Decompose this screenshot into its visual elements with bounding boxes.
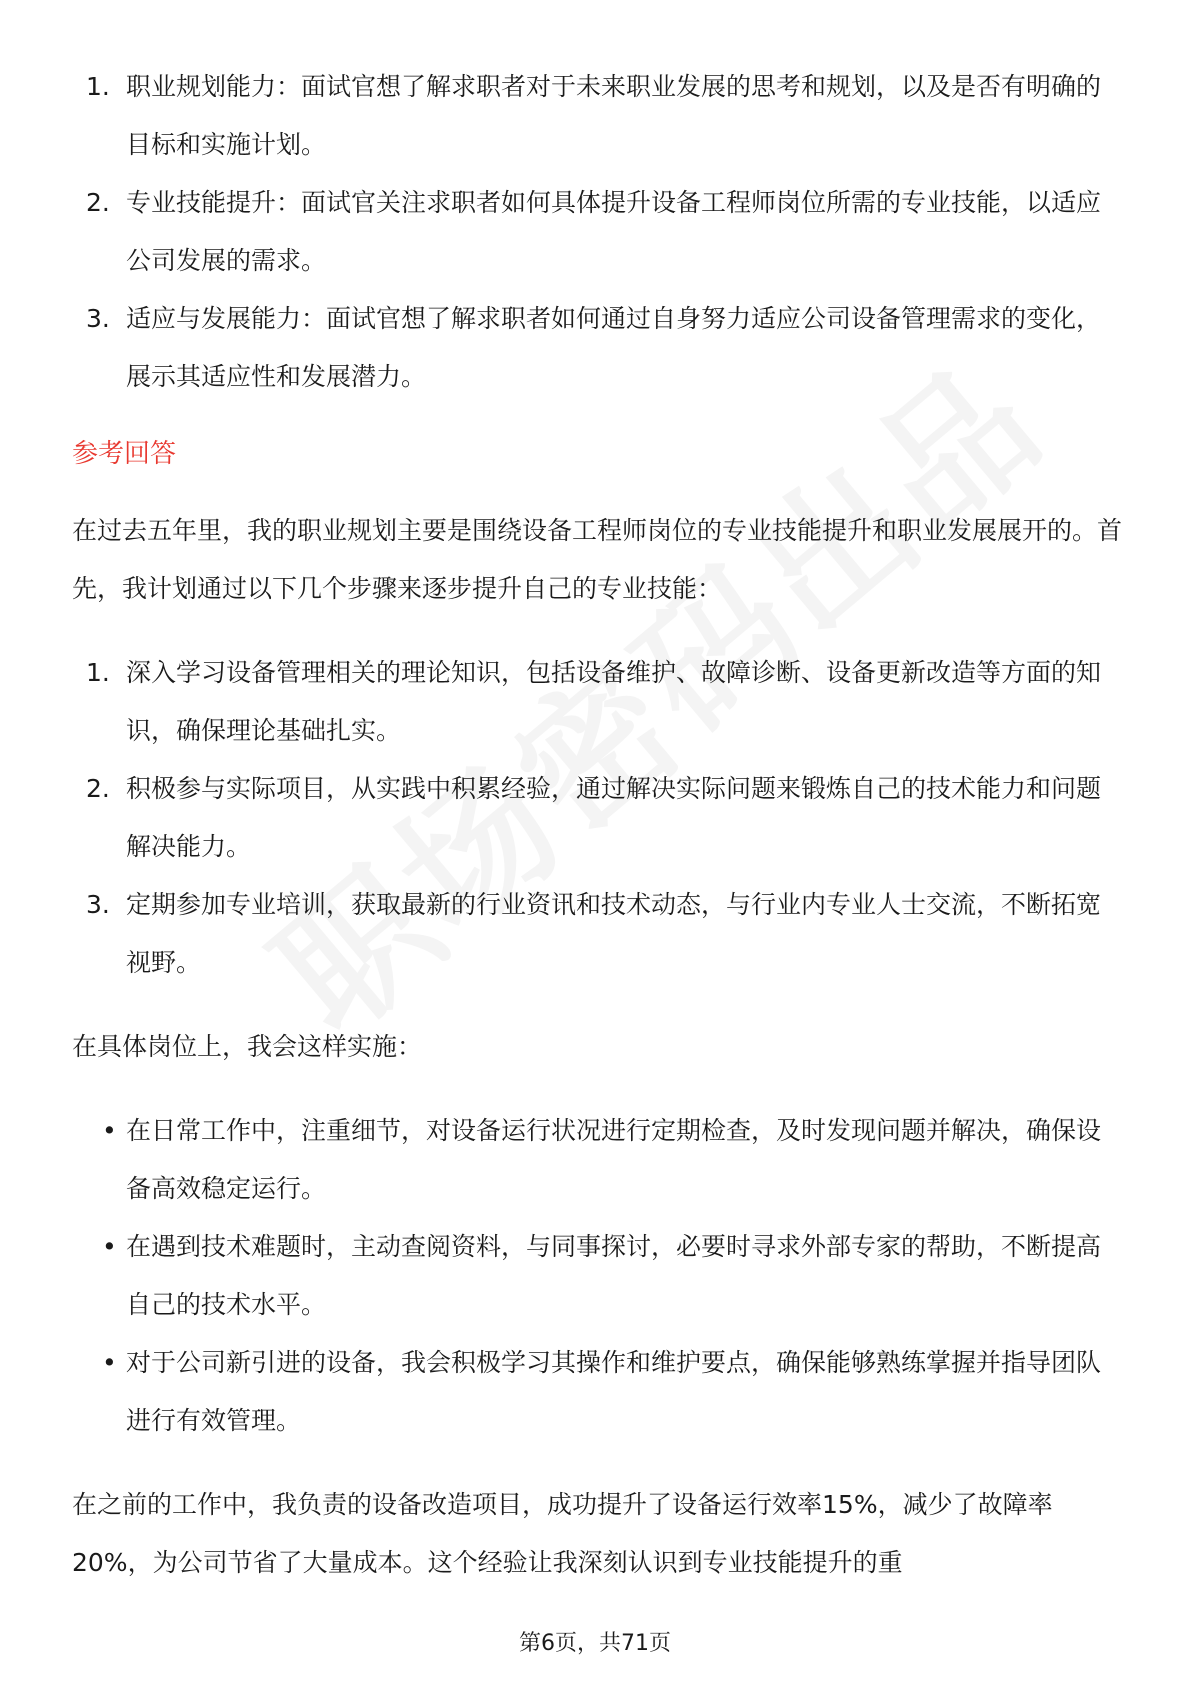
implementation-text: 在日常工作中，注重细节，对设备运行状况进行定期检查，及时发现问题并解决，确保设备高效稳定运行。 (126, 1116, 1102, 1203)
page-footer: 第6页，共71页 (519, 1631, 671, 1656)
focus-points-list (72, 58, 1122, 406)
step-text: 定期参加专业培训，获取最新的行业资讯和技术动态，与行业内专业人士交流，不断拓宽视野。 (126, 890, 1102, 977)
list-item (72, 290, 1122, 406)
list-number: 2. (86, 774, 110, 803)
list-number: 1. (86, 658, 110, 687)
list-number: 3. (86, 304, 110, 333)
bullet-icon: • (102, 1232, 117, 1261)
focus-point-text: 适应与发展能力：面试官想了解求职者如何通过自身努力适应公司设备管理需求的变化，展示其适应性和发展潜力。 (126, 304, 1102, 391)
focus-point-text: 专业技能提升：面试官关注求职者如何具体提升设备工程师岗位所需的专业技能，以适应公司发展的需求。 (126, 188, 1102, 275)
step-text: 积极参与实际项目，从实践中积累经验，通过解决实际问题来锻炼自己的技术能力和问题解决能力。 (126, 774, 1102, 861)
list-number: 2. (86, 188, 110, 217)
implementation-list (72, 1102, 1122, 1450)
bullet-icon: • (102, 1348, 117, 1377)
section-heading: 参考回答 (72, 439, 177, 469)
list-number: 3. (86, 890, 110, 919)
list-item (72, 58, 1122, 174)
list-item (72, 760, 1122, 876)
implementation-intro: 在具体岗位上，我会这样实施： (72, 1032, 423, 1061)
list-item (72, 174, 1122, 290)
intro-paragraph: 在过去五年里，我的职业规划主要是围绕设备工程师岗位的专业技能提升和职业发展展开的。首先，我计划通过以下几个步骤来逐步提升自己的专业技能： (72, 516, 1123, 603)
list-item (72, 876, 1122, 992)
implementation-text: 对于公司新引进的设备，我会积极学习其操作和维护要点，确保能够熟练掌握并指导团队进行有效管理。 (126, 1348, 1102, 1435)
bullet-icon: • (102, 1116, 117, 1145)
list-item (72, 1218, 1122, 1334)
list-item (72, 1334, 1122, 1450)
list-number: 1. (86, 72, 110, 101)
page-content (72, 58, 1122, 1592)
list-item (72, 1102, 1122, 1218)
focus-point-text: 职业规划能力：面试官想了解求职者对于未来职业发展的思考和规划，以及是否有明确的目标和实施计划。 (126, 72, 1102, 159)
experience-paragraph: 在之前的工作中，我负责的设备改造项目，成功提升了设备运行效率15%，减少了故障率20%，为公司节省了大量成本。这个经验让我深刻认识到专业技能提升的重 (72, 1490, 1053, 1577)
implementation-text: 在遇到技术难题时，主动查阅资料，与同事探讨，必要时寻求外部专家的帮助，不断提高自己的技术水平。 (126, 1232, 1102, 1319)
step-text: 深入学习设备管理相关的理论知识，包括设备维护、故障诊断、设备更新改造等方面的知识，确保理论基础扎实。 (126, 658, 1102, 745)
steps-list (72, 644, 1122, 992)
list-item (72, 644, 1122, 760)
